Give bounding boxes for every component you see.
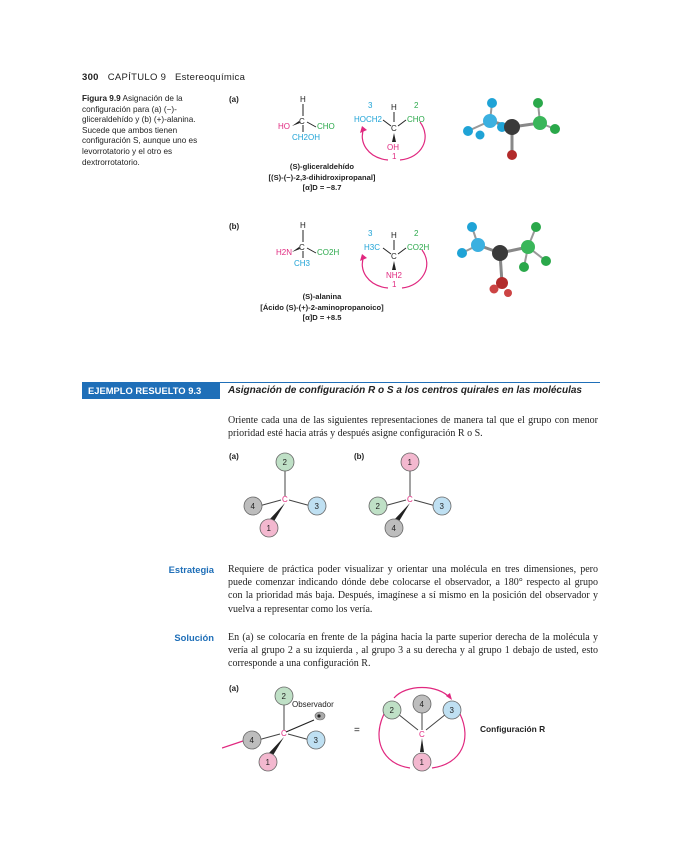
group-right: 3	[449, 706, 454, 715]
diagram-b	[360, 448, 460, 543]
alanine-structure	[270, 216, 360, 276]
atom-h3c: H3C	[364, 243, 381, 252]
atom-c: C	[391, 252, 397, 261]
atom-co2h: CO2H	[407, 243, 430, 252]
group-bottom: 1	[419, 758, 424, 767]
atom-cho: CHO	[407, 115, 425, 124]
diagram-b-label: (b)	[354, 452, 365, 461]
group-right: 3	[439, 502, 444, 511]
glyceraldehyde-rotation	[350, 98, 440, 168]
optical-rotation: [α]D = +8.5	[302, 313, 342, 322]
compound-name: (S)-gliceraldehído	[289, 162, 355, 171]
atom-co2h: CO2H	[317, 248, 340, 257]
group-left: 4	[250, 502, 255, 511]
group-left: 2	[389, 706, 394, 715]
group-bottom: 1	[266, 524, 271, 533]
solution-diagram-left	[222, 680, 352, 775]
atom-h: H	[300, 95, 306, 104]
center-atom: C	[419, 730, 425, 739]
alanine-rotation	[350, 226, 440, 296]
panel-a-label: (a)	[229, 95, 239, 104]
equals-sign: =	[354, 725, 360, 736]
group-right: 3	[314, 502, 319, 511]
center-atom: C	[281, 729, 287, 738]
atom-ch2oh: CH2OH	[292, 133, 321, 142]
atom-ho: HO	[278, 122, 290, 131]
atom-c: C	[299, 243, 305, 252]
example-tag: EJEMPLO RESUELTO 9.3	[82, 382, 220, 399]
observer-eye-icon	[315, 712, 325, 720]
center-atom: C	[282, 495, 288, 504]
group-top: 1	[407, 458, 412, 467]
group-bottom: 4	[391, 524, 396, 533]
glyceraldehyde-ball-model	[450, 95, 565, 165]
group-right: 3	[313, 736, 318, 745]
optical-rotation: [α]D = −8.7	[302, 183, 342, 192]
running-header	[82, 72, 245, 83]
compound-iupac: [(S)-(−)-2,3-dihidroxipropanal]	[268, 172, 376, 182]
priority-3: 3	[368, 229, 373, 238]
atom-h: H	[391, 231, 397, 240]
atom-h: H	[300, 221, 306, 230]
diagram-a-label: (a)	[229, 452, 239, 461]
strategy-label: Estrategia	[168, 564, 214, 575]
solution-label: Solución	[174, 632, 214, 643]
group-top: 4	[419, 700, 424, 709]
atom-c: C	[299, 117, 305, 126]
example-title: Asignación de configuración R o S a los centros quirales en las moléculas	[228, 385, 582, 396]
strategy-text: Requiere de práctica poder visualizar y orientar una molécula en tres dimensiones, pero puede comenzar indicando dónde debe colocarse el observador, a 180° respecto al grupo con la prioridad más baja. Después, imagínese a sí mismo en la posición del observador y vuelva a representar como los vería.	[228, 564, 598, 615]
group-top: 2	[282, 458, 287, 467]
atom-oh: OH	[387, 143, 399, 152]
diagram-a	[235, 448, 335, 543]
priority-3: 3	[368, 101, 373, 110]
priority-1: 1	[392, 152, 397, 161]
solution-diagram-label: (a)	[229, 684, 239, 693]
compound-iupac: [Ácido (S)-(+)-2-aminopropanoico]	[260, 302, 384, 312]
panel-b-label: (b)	[229, 222, 240, 231]
priority-2: 2	[414, 229, 419, 238]
observer-label: Observador	[292, 700, 334, 709]
figure-label: Figura 9.9	[82, 94, 121, 103]
group-top: 2	[281, 692, 286, 701]
panel-a-caption	[262, 162, 382, 194]
group-left: 4	[249, 736, 254, 745]
compound-name: (S)-alanina	[302, 292, 342, 301]
atom-c: C	[391, 124, 397, 133]
solution-text: En (a) se colocaría en frente de la página hacia la parte superior derecha de la molécula y vería al grupo 2 a su izquierda , al grupo 3 a su derecha y al grupo 1 debajo de usted, esto corresponde a una configuración R.	[228, 632, 598, 670]
chapter-title: Estereoquímica	[174, 72, 246, 83]
example-prompt: Oriente cada una de las siguientes representaciones de manera tal que el grupo con menor prioridad esté hacia atrás y después asigne configuración R o S.	[228, 415, 598, 440]
result-label: Configuración R	[480, 724, 546, 734]
group-bottom: 1	[265, 758, 270, 767]
page-number: 300	[82, 72, 99, 83]
alanine-ball-model	[450, 215, 565, 300]
priority-2: 2	[414, 101, 419, 110]
atom-nh2: NH2	[386, 271, 403, 280]
solution-diagram-right	[372, 684, 472, 776]
chapter-label: CAPÍTULO 9	[107, 72, 167, 83]
group-left: 2	[375, 502, 380, 511]
glyceraldehyde-structure	[270, 90, 360, 150]
panel-b-caption	[232, 292, 412, 324]
center-atom: C	[407, 495, 413, 504]
atom-hoch2: HOCH2	[354, 115, 383, 124]
priority-1: 1	[392, 280, 397, 289]
atom-cho: CHO	[317, 122, 335, 131]
example-rule	[220, 382, 600, 383]
figure-caption	[82, 94, 214, 168]
atom-ch3: CH3	[294, 259, 311, 268]
atom-h2n: H2N	[276, 248, 293, 257]
figure-caption-text: Asignación de la configuración para (a) (−)-gliceraldehído y (b) (+)-alanina. Sucede que ambos tienen configuración S, aunque uno es levorrotatorio y el otro es dextrorrotatorio.	[82, 94, 198, 167]
atom-h: H	[391, 103, 397, 112]
